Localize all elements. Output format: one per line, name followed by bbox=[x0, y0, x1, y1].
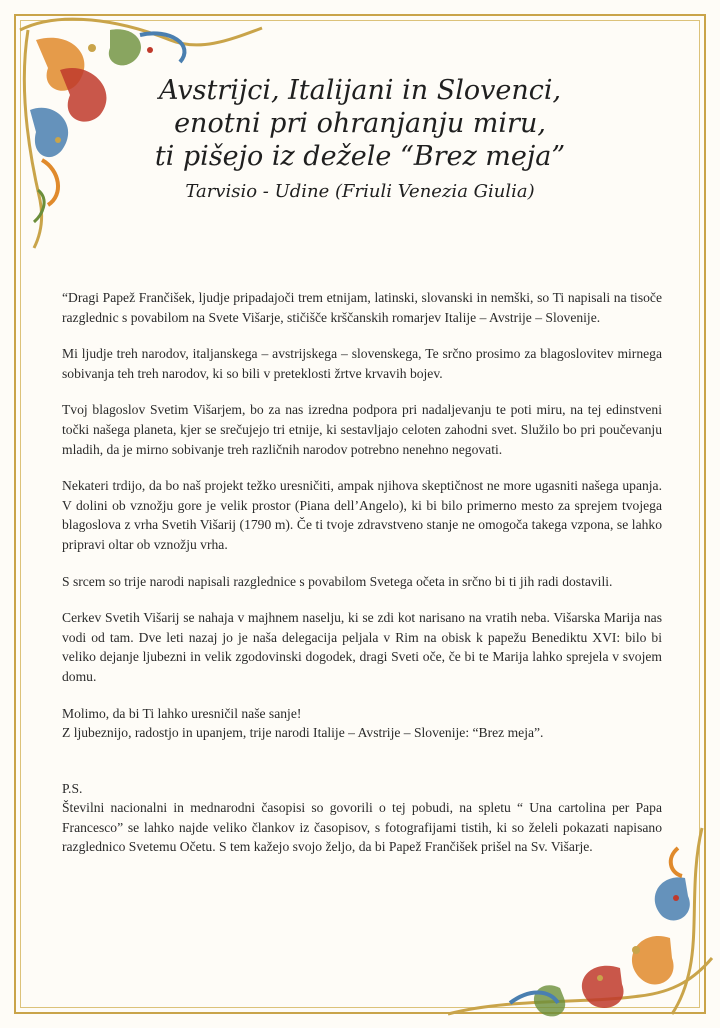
body-paragraph: S srcem so trije narodi napisali razglednice s povabilom Svetega očeta in srčno bi ti jih radi dostavili. bbox=[62, 573, 613, 589]
letter-body bbox=[62, 288, 662, 857]
title-line: enotni pri ohranjanju miru, bbox=[174, 108, 546, 139]
letter-subtitle: Tarvisio - Udine (Friuli Venezia Giulia) bbox=[185, 181, 535, 202]
body-paragraph: Nekateri trdijo, da bo naš projekt težko uresničiti, ampak njihova skeptičnost ne more ugasniti našega upanja. V dolini ob vznožju gore je velik prostor (Piana dell’Angelo), ki bi bilo primerno mesto za sprejem tvojega blagoslova z vrha Svetih Višarij (1790 m). Če ti tvoje zdravstveno stanje ne omogoča takega vzpona, se lahko pripravi oltar ob vznožju vrha. bbox=[62, 478, 662, 552]
ps-paragraph: Številni nacionalni in mednarodni časopisi so govorili o tej pobudi, na spletu “ Una cartolina per Papa Francesco” se lahko najde veliko člankov iz časopisov, s fotografijami tistih, ki so želeli pokazati napisano razglednico Svetemu Očetu. S tem kažejo svojo željo, da bi Papež Frančišek prišel na Sv. Višarje. bbox=[62, 800, 662, 855]
title-line: ti pišejo iz dežele “Brez meja” bbox=[154, 141, 566, 172]
closing-line: Z ljubeznijo, radostjo in upanjem, trije narodi Italije – Avstrije – Slovenije: “Brez meja”. bbox=[62, 725, 544, 741]
body-paragraph: Tvoj blagoslov Svetim Višarjem, bo za nas izredna podpora pri nadaljevanju te poti miru, na tej edinstveni točki našega planeta, kjer se srečujejo tri etnije, ki sestavljajo celoten zahodni svet. Služilo bo pri poučevanju mladih, da je mirno sobivanje treh različnih narodov potrebno nenehno negovati. bbox=[62, 402, 662, 457]
ps-label: P.S. bbox=[62, 780, 83, 796]
closing-line: Molimo, da bi Ti lahko uresničil naše sanje! bbox=[62, 705, 302, 721]
letter-title bbox=[150, 74, 570, 202]
body-paragraph: “Dragi Papež Frančišek, ljudje pripadajoči trem etnijam, latinski, slovanski in nemški, so Ti napisali na tisoče razglednic s povabilom na Svete Višarje, stičišče krščanskih romarjev Italije – Avstrije – Slovenije. bbox=[62, 290, 662, 325]
body-paragraph: Cerkev Svetih Višarij se nahaja v majhnem naselju, ki se zdi kot narisano na vratih neba. Višarska Marija nas vodi od tam. Dve leti nazaj jo je naša delegacija peljala v Rim na obisk k papežu Benediktu XVI: bilo bi veliko dejanje ljubezni in velik zgodovinski dogodek, dragi Sveti oče, če bi te Marija lahko sprejela v svojem domu. bbox=[62, 610, 662, 684]
title-line: Avstrijci, Italijani in Slovenci, bbox=[158, 75, 562, 106]
body-paragraph: Mi ljudje treh narodov, italjanskega – avstrijskega – slovenskega, Te srčno prosimo za blagoslovitev mirnega sobivanja teh treh narodov, ki so bili v preteklosti žrtve krvavih bojev. bbox=[62, 346, 662, 381]
